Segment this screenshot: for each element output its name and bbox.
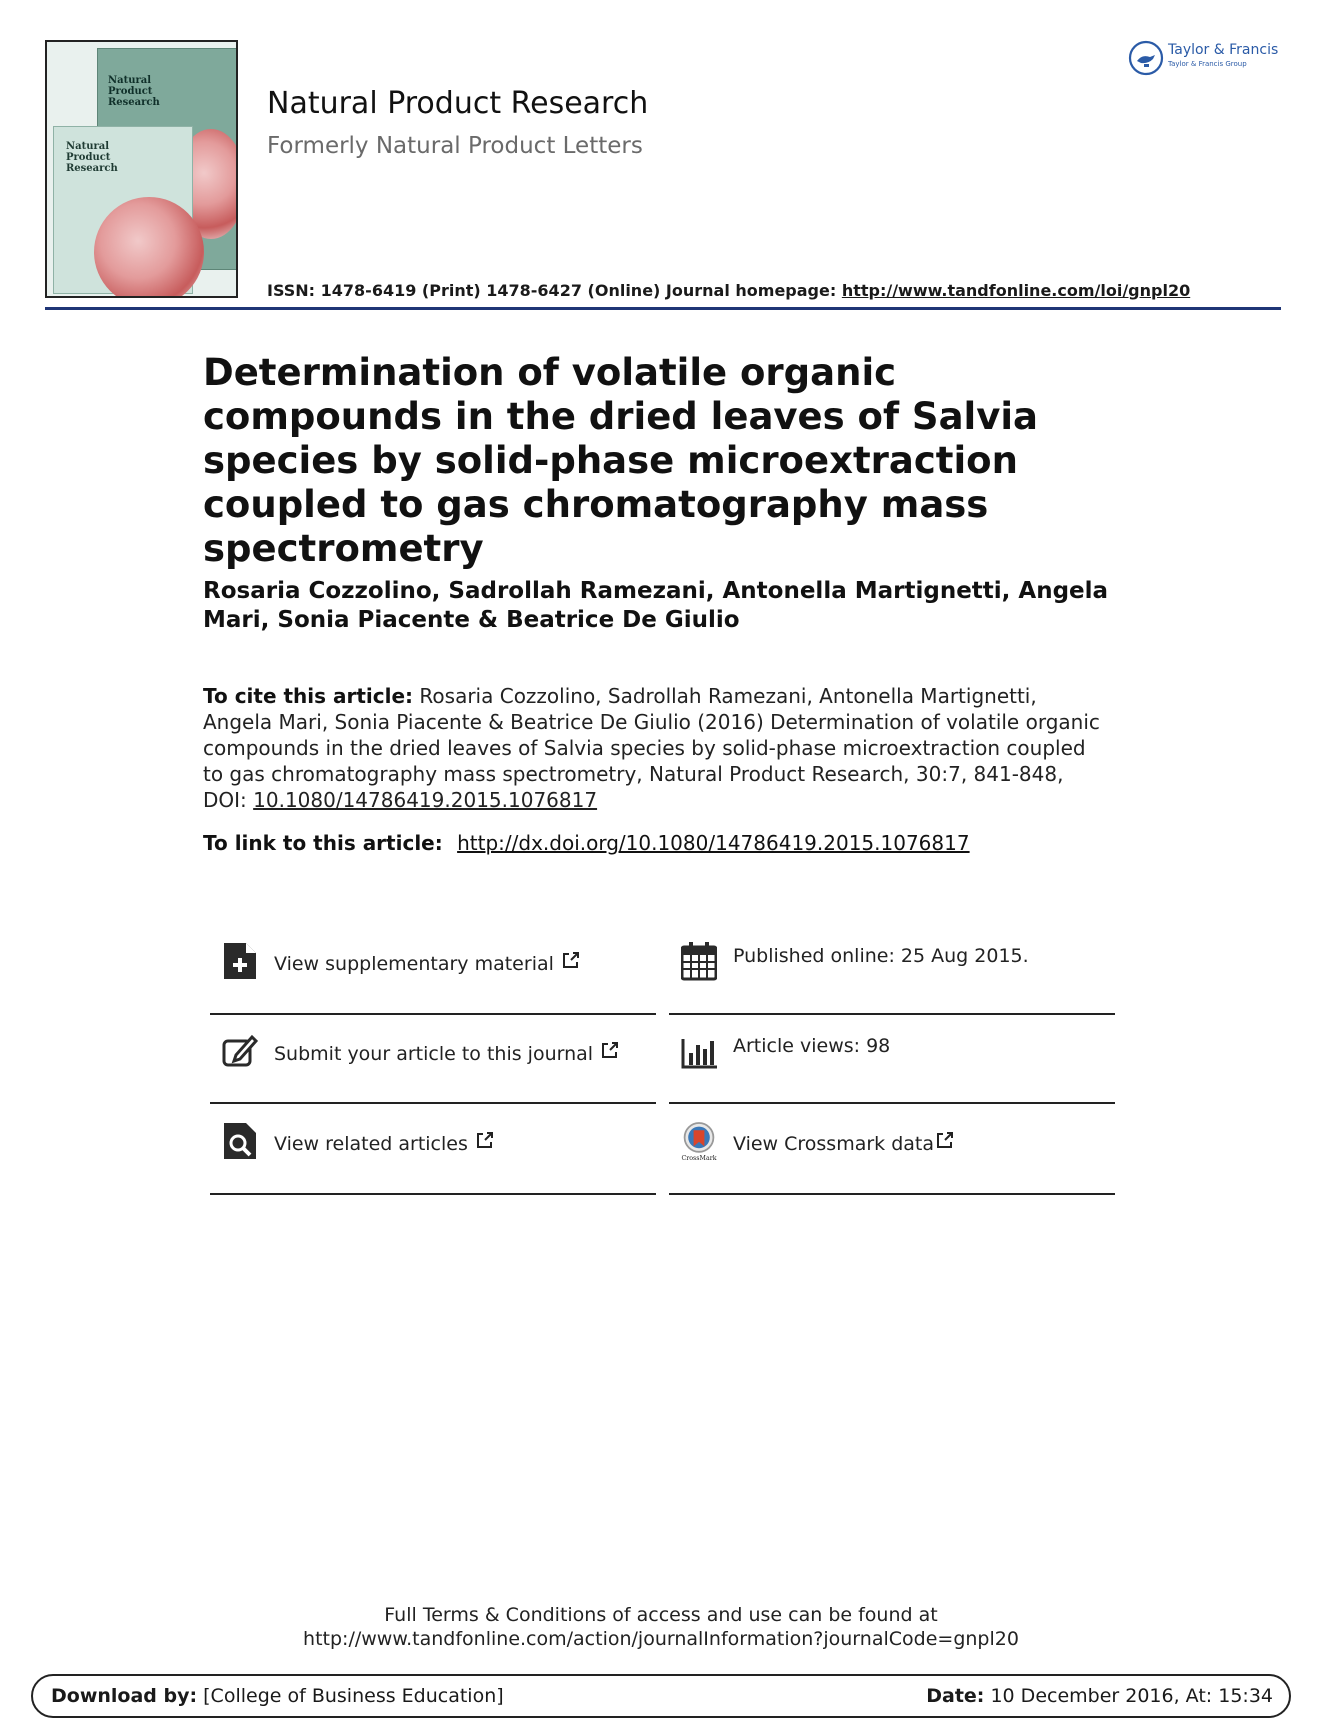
journal-title: Natural Product Research xyxy=(267,86,649,121)
article-views-item xyxy=(669,1023,1115,1093)
submit-article-label: Submit your article to this journal xyxy=(274,1043,594,1065)
publisher-lamp-icon xyxy=(1128,40,1164,76)
publisher-group: Taylor & Francis Group xyxy=(1168,60,1247,68)
supplementary-material-label: View supplementary material xyxy=(274,953,554,975)
terms-url[interactable]: http://www.tandfonline.com/action/journalInformation?journalCode=gnpl20 xyxy=(303,1628,1019,1650)
published-online-item xyxy=(669,933,1115,1003)
download-value: [College of Business Education] xyxy=(203,1685,504,1707)
article-authors: Rosaria Cozzolino, Sadrollah Ramezani, Antonella Martignetti, Angela Mari, Sonia Piacente & Beatrice De Giulio xyxy=(203,578,1109,633)
cite-label: To cite this article: xyxy=(203,684,414,708)
link-label: To link to this article: xyxy=(203,831,443,855)
article-views-label: Article views: 98 xyxy=(733,1035,891,1057)
download-label: Download by: xyxy=(51,1685,198,1707)
grid-divider xyxy=(669,1013,1115,1015)
citation-block xyxy=(203,683,1103,813)
crossmark-label: View Crossmark data xyxy=(733,1133,935,1155)
add-file-icon xyxy=(222,941,258,981)
search-document-icon xyxy=(222,1121,258,1161)
crossmark-item[interactable] xyxy=(669,1113,1115,1183)
supplementary-material-item[interactable] xyxy=(210,933,656,1003)
download-info-bar xyxy=(31,1674,1291,1718)
journal-cover-image xyxy=(45,40,238,298)
cover-back-title: Natural Product Research xyxy=(108,75,160,108)
related-articles-label: View related articles xyxy=(274,1133,468,1155)
calendar-icon xyxy=(681,941,717,981)
edit-icon xyxy=(222,1031,258,1071)
issn-text: ISSN: 1478-6419 (Print) 1478-6427 (Online) Journal homepage: xyxy=(267,281,842,300)
cover-front-panel xyxy=(53,126,193,294)
grid-divider xyxy=(669,1193,1115,1195)
cite-text: Rosaria Cozzolino, Sadrollah Ramezani, Antonella Martignetti, Angela Mari, Sonia Piacente & Beatrice De Giulio (2016) Determination of volatile organic compounds in the dried leaves of Salvia species by solid-phase microextraction coupled to gas chromatography mass spectrometry, Natural Product Research, 30:7, 841-848, DOI: xyxy=(203,684,1100,812)
header-divider xyxy=(45,307,1281,310)
cover-front-title: Natural Product Research xyxy=(66,141,118,174)
external-link-icon xyxy=(936,1131,954,1149)
download-by xyxy=(51,1685,504,1707)
grid-divider xyxy=(210,1193,656,1195)
bar-chart-icon xyxy=(681,1031,717,1071)
related-articles-item[interactable] xyxy=(210,1113,656,1183)
journal-homepage-link[interactable]: http://www.tandfonline.com/loi/gnpl20 xyxy=(841,281,1191,300)
external-link-icon xyxy=(562,951,580,969)
external-link-icon xyxy=(601,1041,619,1059)
external-link-icon xyxy=(476,1131,494,1149)
article-title: Determination of volatile organic compounds in the dried leaves of Salvia species by solid-phase microextraction coupled to gas chromatography mass spectrometry xyxy=(203,351,1038,570)
issn-line xyxy=(267,281,1190,300)
download-date xyxy=(926,1685,1273,1707)
grid-divider xyxy=(669,1102,1115,1104)
date-label: Date: xyxy=(926,1685,985,1707)
terms-block xyxy=(0,1603,1322,1651)
cite-doi-link[interactable]: 10.1080/14786419.2015.1076817 xyxy=(253,788,598,812)
crossmark-logo-icon xyxy=(681,1121,717,1161)
publisher-logo[interactable] xyxy=(1128,40,1288,80)
article-doi-link[interactable]: http://dx.doi.org/10.1080/14786419.2015.1076817 xyxy=(457,831,970,855)
date-value: 10 December 2016, At: 15:34 xyxy=(990,1685,1273,1707)
journal-subtitle: Formerly Natural Product Letters xyxy=(267,133,643,159)
grid-divider xyxy=(210,1013,656,1015)
article-link-line xyxy=(203,831,970,855)
publisher-name: Taylor & Francis xyxy=(1168,42,1279,58)
crossmark-logo-text: CrossMark xyxy=(681,1154,717,1161)
submit-article-item[interactable] xyxy=(210,1023,656,1093)
published-online-label: Published online: 25 Aug 2015. xyxy=(733,945,1029,967)
grid-divider xyxy=(210,1102,656,1104)
terms-line: Full Terms & Conditions of access and use can be found at xyxy=(384,1604,938,1626)
cover-front-art xyxy=(94,197,204,298)
